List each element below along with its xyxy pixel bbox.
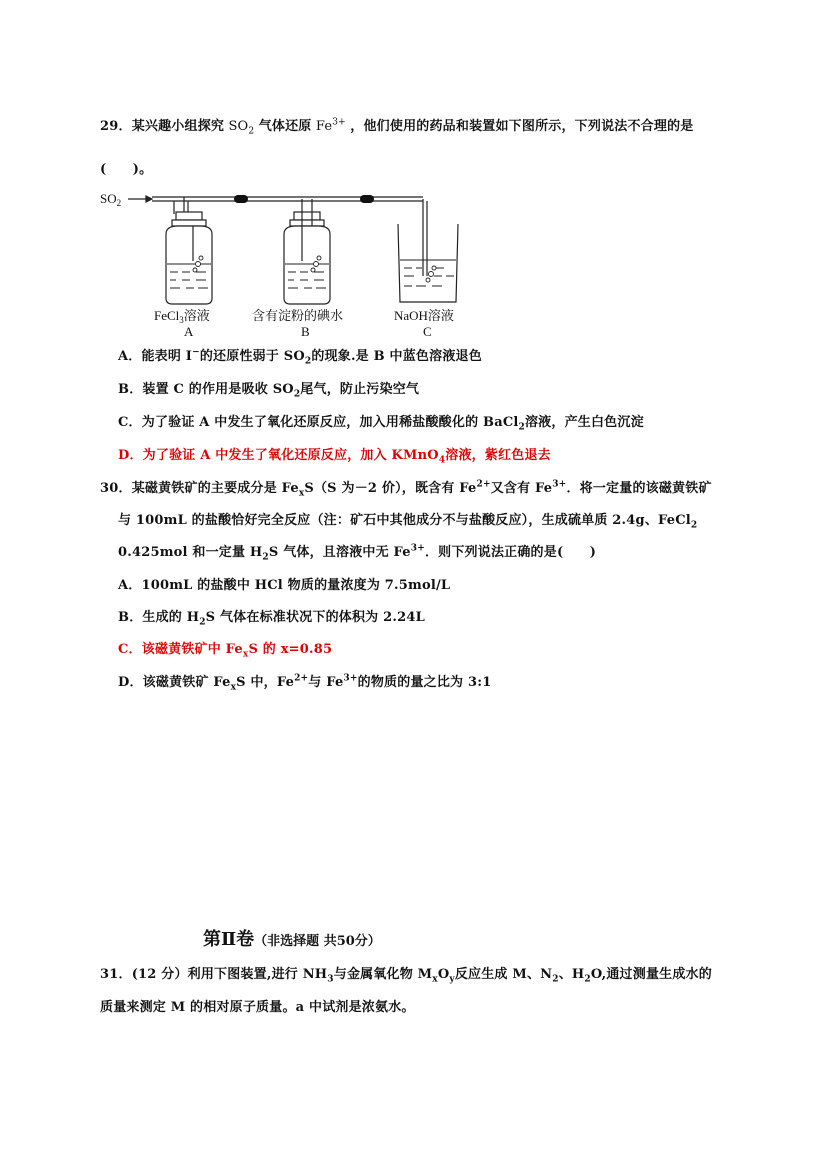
apparatus-figure [98,186,478,336]
q29-option-c: C．为了验证 A 中发生了氧化还原反应，加入用稀盐酸酸化的 BaCl$_2$溶液，产生白色沉淀 [118,415,644,433]
q30-option-d: D．该磁黄铁矿 $Fe_xS$ 中，$Fe^{2+}$与 $Fe^{3+}$的物质的量之比为 3:1 [118,673,492,693]
bottle-a-letter: A [184,324,194,336]
inlet-label: $SO_2$ [100,191,122,208]
q29-option-b: B．装置 C 的作用是吸收 $SO_2$尾气，防止污染空气 [118,382,420,400]
q29-stem: 29．某兴趣小组探究 $SO_2$ 气体还原 $Fe^{3+}$ ，他们使用的药品和装置如下图所示，下列说法不合理的是 [100,117,694,137]
q29-option-d-answer: D．为了验证 A 中发生了氧化还原反应，加入 KMnO$_4$溶液，紫红色退去 [118,448,551,466]
bottle-b-letter: B [301,324,310,336]
section-2-title: 第Ⅱ卷（非选择题 共50分） [203,929,381,950]
beaker-c-label: NaOH溶液 [394,308,454,323]
q30-option-b: B．生成的 $H_2S$ 气体在标准状况下的体积为 2.24L [118,610,425,628]
q29-paren: ( )。 [100,162,153,177]
q30-stem-line3: 0.425mol 和一定量 $H_2S$ 气体，且溶液中无 $Fe^{3+}$．则下列说法正确的是( ) [118,543,597,563]
bottle-b-label: 含有淀粉的碘水 [252,308,344,323]
q29-option-a: A．能表明 I−的还原性弱于 $SO_2$的现象.是 B 中蓝色溶液退色 [118,347,482,367]
q30-option-a: A．100mL 的盐酸中 HCl 物质的量浓度为 7.5mol/L [118,578,451,593]
q30-stem-line2: 与 100mL 的盐酸恰好完全反应（注：矿石中其他成分不与盐酸反应），生成硫单质 2.4g、FeCl$_2$ [118,513,698,531]
bottle-a-label: FeCl$_3$溶液 [154,308,210,325]
q31-stem-line2: 质量来测定 M 的相对原子质量。a 中试剂是浓氨水。 [100,1000,415,1015]
q31-stem-line1: 31．(12 分）利用下图装置,进行 $NH_3$与金属氧化物 $M_xO_y$反应生成 M、$N_2$、$H_2O$,通过测量生成水的 [100,967,712,985]
q30-stem-line1: 30．某磁黄铁矿的主要成分是 $Fe_xS(S$ 为－2 价），既含有 $Fe^{2+}$又含有 $Fe^{3+}$．将一定量的该磁黄铁矿 [100,479,712,499]
beaker-c-letter: C [423,324,432,336]
q30-option-c-answer: C．该磁黄铁矿中 $Fe_xS$ 的 x=0.85 [118,642,333,660]
